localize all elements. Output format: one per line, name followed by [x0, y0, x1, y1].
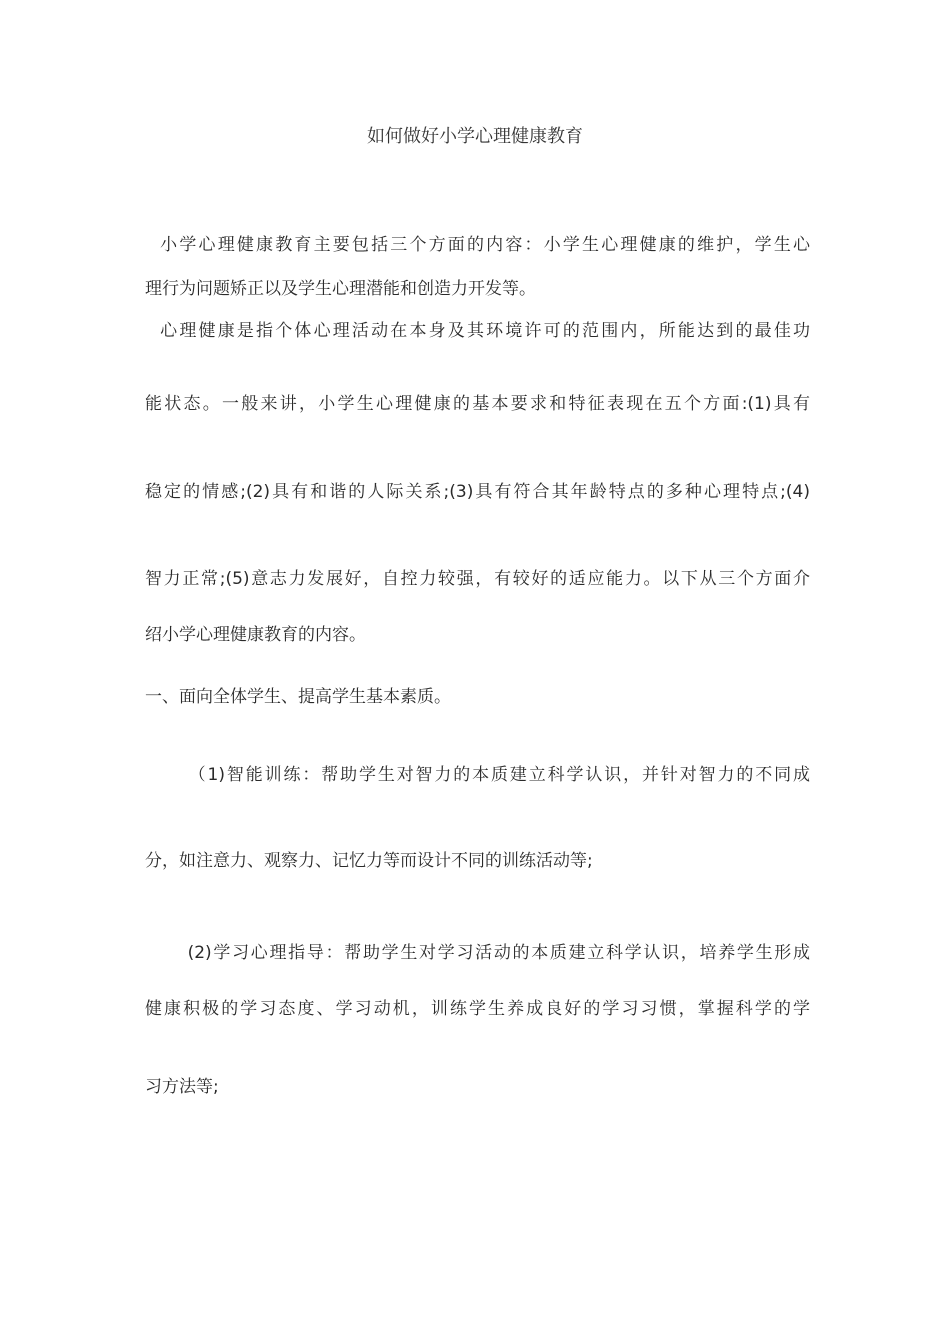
paragraph-line: 稳定的情感;(2)具有和谐的人际关系;(3)具有符合其年龄特点的多种心理特点;(4): [145, 482, 810, 502]
paragraph-line: （1)智能训练：帮助学生对智力的本质建立科学认识，并针对智力的不同成: [145, 765, 810, 785]
paragraph-line: 智力正常;(5)意志力发展好，自控力较强，有较好的适应能力。以下从三个方面介: [145, 569, 810, 589]
paragraph-line: 绍小学心理健康教育的内容。: [145, 625, 366, 645]
paragraph-line: 分，如注意力、观察力、记忆力等而设计不同的训练活动等;: [145, 851, 593, 871]
paragraph-line: 心理健康是指个体心理活动在本身及其环境许可的范围内，所能达到的最佳功: [145, 321, 810, 341]
paragraph-line: 理行为问题矫正以及学生心理潜能和创造力开发等。: [145, 279, 536, 299]
paragraph-line: 习方法等;: [145, 1077, 219, 1097]
paragraph-line: 能状态。一般来讲，小学生心理健康的基本要求和特征表现在五个方面:(1)具有: [145, 394, 810, 414]
document-title: 如何做好小学心理健康教育: [367, 126, 583, 147]
paragraph-line: 小学心理健康教育主要包括三个方面的内容：小学生心理健康的维护，学生心: [145, 235, 810, 255]
section-heading: 一、面向全体学生、提高学生基本素质。: [145, 687, 451, 707]
paragraph-line: (2)学习心理指导：帮助学生对学习活动的本质建立科学认识，培养学生形成: [145, 943, 810, 963]
paragraph-line: 健康积极的学习态度、学习动机，训练学生养成良好的学习习惯，掌握科学的学: [145, 999, 810, 1019]
